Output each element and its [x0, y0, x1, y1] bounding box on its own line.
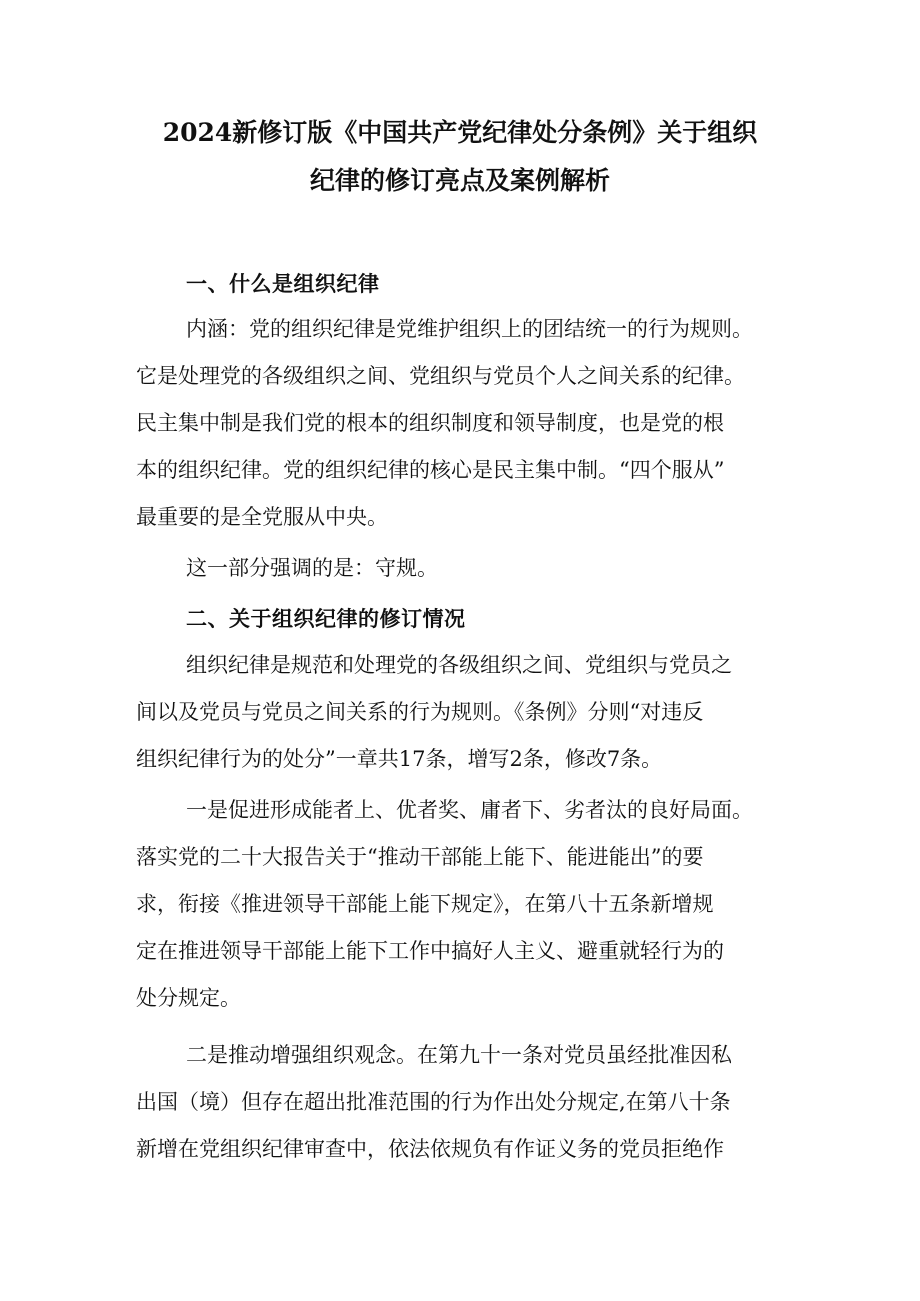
paragraph-line: 内涵：党的组织纪律是党维护组织上的团结统一的行为规则。 [186, 317, 753, 341]
paragraph-line: 求，衔接《推进领导干部能上能下规定》，在第八十五条新增规 [136, 892, 714, 916]
paragraph-line: 出国（境）但存在超出批准范围的行为作出处分规定,在第八十条 [136, 1090, 731, 1114]
document-title-line-1: 2024新修订版《中国共产党纪律处分条例》关于组织 [162, 118, 758, 147]
paragraph-line: 处分规定。 [136, 986, 241, 1010]
paragraph-line: 这一部分强调的是：守规。 [186, 556, 438, 580]
paragraph-line: 组织纪律行为的处分”一章共17条，增写2条，修改7条。 [136, 747, 663, 771]
paragraph-line: 最重要的是全党服从中央。 [136, 505, 388, 529]
paragraph-line: 它是处理党的各级组织之间、党组织与党员个人之间关系的纪律。 [136, 364, 745, 388]
paragraph-line: 一是促进形成能者上、优者奖、庸者下、劣者汰的良好局面。 [186, 798, 753, 822]
paragraph-line: 新增在党组织纪律审查中，依法依规负有作证义务的党员拒绝作 [136, 1137, 724, 1161]
paragraph-line: 组织纪律是规范和处理党的各级组织之间、党组织与党员之 [186, 653, 732, 677]
section-2-heading: 二、关于组织纪律的修订情况 [186, 607, 466, 631]
paragraph-line: 本的组织纪律。党的组织纪律的核心是民主集中制。“四个服从” [136, 458, 725, 482]
paragraph-line: 二是推动增强组织观念。在第九十一条对党员虽经批准因私 [186, 1043, 732, 1067]
paragraph-line: 落实党的二十大报告关于“推动干部能上能下、能进能出”的要 [136, 845, 704, 869]
section-1-heading: 一、什么是组织纪律 [186, 272, 380, 296]
paragraph-line: 民主集中制是我们党的根本的组织制度和领导制度，也是党的根 [136, 411, 724, 435]
paragraph-line: 间以及党员与党员之间关系的行为规则。《条例》分则“对违反 [136, 700, 704, 724]
document-title-line-2: 纪律的修订亮点及案例解析 [309, 166, 610, 195]
paragraph-line: 定在推进领导干部能上能下工作中搞好人主义、避重就轻行为的 [136, 939, 724, 963]
